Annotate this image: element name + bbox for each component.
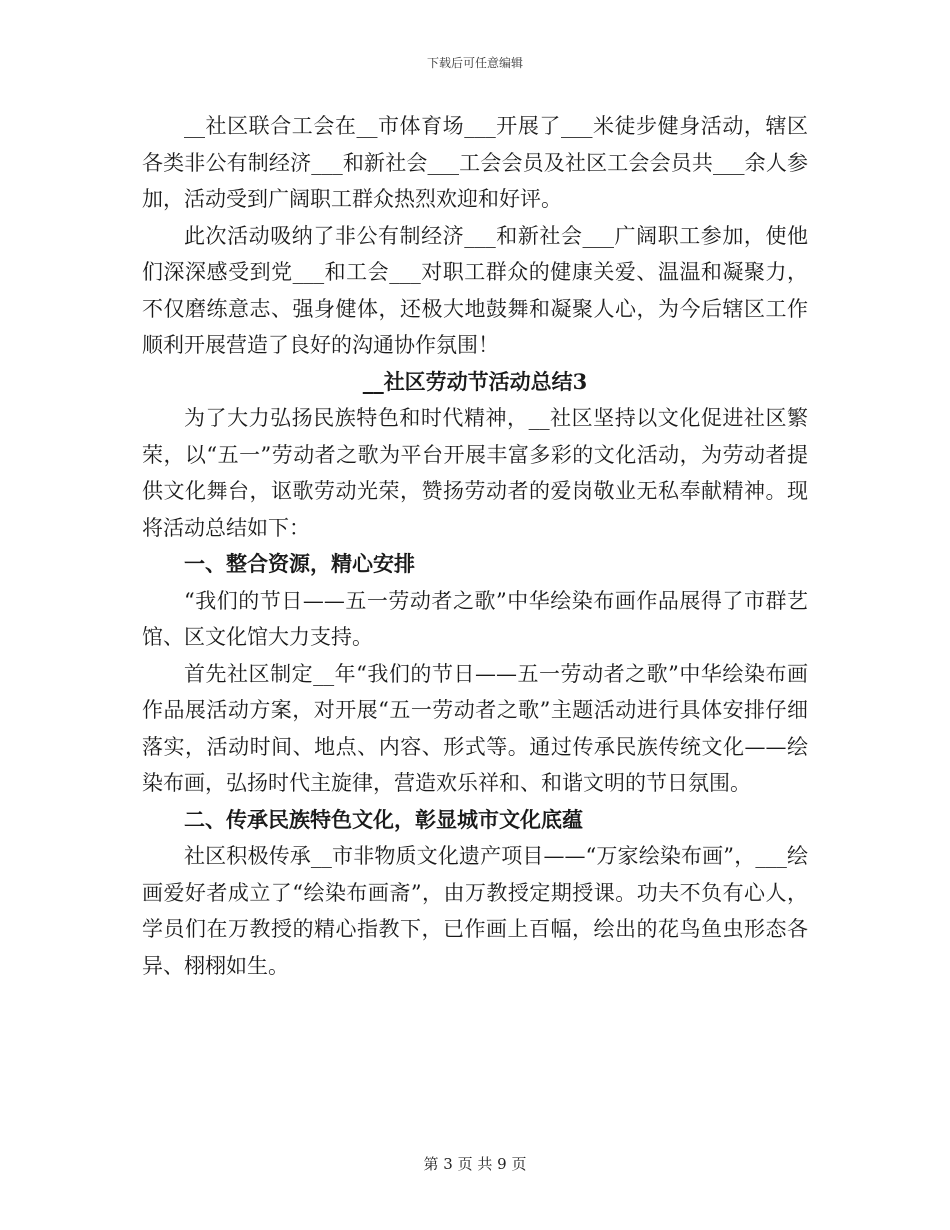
section-title: __社区劳动节活动总结3 bbox=[362, 368, 588, 394]
paragraph-4: 首先社区制定__年“我们的节日——五一劳动者之歌”中华绘染布画作品展活动方案，对开展“五一劳动者之歌”主题活动进行具体安排仔细落实，活动时间、地点、内容、形式等。通过传承民族传统文化——绘染布画，弘扬时代主旋律，营造欢乐祥和、和谐文明的节日氛围。 bbox=[142, 661, 808, 795]
page-header: 下载后可任意编辑 bbox=[426, 56, 523, 70]
paragraph-5: 社区积极传承__市非物质文化遗产项目——“万家绘染布画”，___绘画爱好者成立了“绘染布画斋”，由万教授定期授课。功夫不负有心人，学员们在万教授的精心指教下，已作画上百幅，绘出的花鸟鱼虫形态各异、栩栩如生。 bbox=[142, 844, 808, 978]
heading-2: 二、传承民族特色文化，彰显城市文化底蕴 bbox=[184, 806, 583, 832]
document-body bbox=[142, 108, 808, 984]
paragraph-intro: 为了大力弘扬民族特色和时代精神，__社区坚持以文化促进社区繁荣，以“五一”劳动者之歌为平台开展丰富多彩的文化活动，为劳动者提供文化舞台，讴歌劳动光荣，赞扬劳动者的爱岗敬业无私奉献精神。现将活动总结如下： bbox=[142, 406, 808, 540]
paragraph-1: __社区联合工会在__市体育场___开展了___米徒步健身活动，辖区各类非公有制经济___和新社会___工会会员及社区工会会员共___余人参加，活动受到广阔职工群众热烈欢迎和好评。 bbox=[142, 114, 808, 211]
paragraph-3: “我们的节日——五一劳动者之歌”中华绘染布画作品展得了市群艺馆、区文化馆大力支持。 bbox=[142, 588, 808, 649]
page-footer: 第 3 页 共 9 页 bbox=[423, 1155, 527, 1173]
heading-1: 一、整合资源，精心安排 bbox=[184, 551, 415, 576]
paragraph-2: 此次活动吸纳了非公有制经济___和新社会___广阔职工参加，使他们深深感受到党___和工会___对职工群众的健康关爱、温温和凝聚力，不仅磨练意志、强身健体，还极大地鼓舞和凝聚人心，为今后辖区工作顺利开展营造了良好的沟通协作氛围！ bbox=[142, 223, 808, 357]
